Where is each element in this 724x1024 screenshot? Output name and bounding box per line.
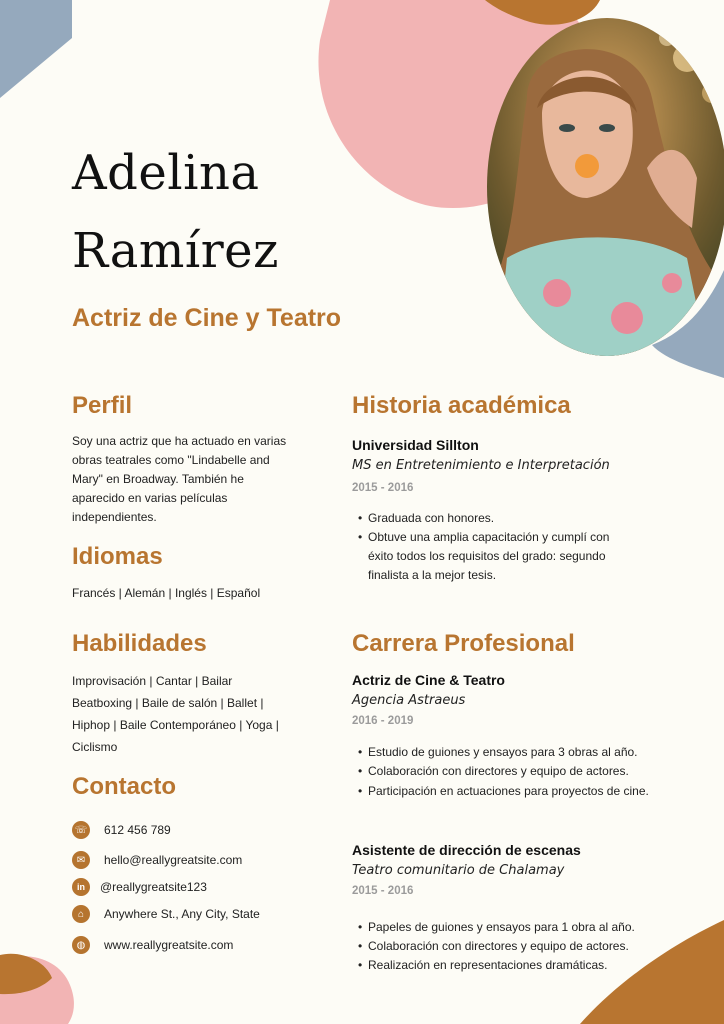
list-item: • Graduada con honores. <box>352 509 622 528</box>
phone-icon: ☏ <box>72 821 90 839</box>
career-heading: Carrera Profesional <box>352 630 575 657</box>
job-1-company: Agencia Astraeus <box>352 693 466 708</box>
job-2-company: Teatro comunitario de Chalamay <box>352 863 565 878</box>
list-item: • Participación en actuaciones para proyectos de cine. <box>352 784 652 799</box>
education-degree: MS en Entretenimiento e Interpretación <box>352 458 610 473</box>
full-name <box>72 140 279 284</box>
education-bullets <box>352 509 622 585</box>
profile-text: Soy una actriz que ha actuado en varias obras teatrales como "Lindabelle and Mary" en Broadway. También he aparecido en varias películas independientes. <box>72 434 287 524</box>
linkedin-icon: in <box>72 878 90 896</box>
list-item: • Colaboración con directores y equipo de actores. <box>352 937 662 956</box>
contact-address-text: Anywhere St., Any City, State <box>104 907 260 921</box>
profile-photo <box>487 18 724 356</box>
job-2-bullets <box>352 918 662 975</box>
list-item: • Estudio de guiones y ensayos para 3 obras al año. <box>352 743 652 762</box>
email-icon: ✉ <box>72 851 90 869</box>
last-name: Ramírez <box>72 223 279 279</box>
contact-email[interactable] <box>72 850 242 870</box>
contact-heading: Contacto <box>72 773 176 800</box>
education-heading: Historia académica <box>352 392 571 419</box>
contact-phone-text: 612 456 789 <box>104 823 171 837</box>
education-years: 2015 - 2016 <box>352 482 414 494</box>
job-1-years: 2016 - 2019 <box>352 715 414 727</box>
job-1-role: Actriz de Cine & Teatro <box>352 672 505 688</box>
skills-heading: Habilidades <box>72 630 207 657</box>
list-item: • Papeles de guiones y ensayos para 1 obra al año. <box>352 918 662 937</box>
contact-email-text[interactable]: hello@reallygreatsite.com <box>104 853 243 867</box>
skills-text: Improvisación | Cantar | Bailar Beatboxing | Baile de salón | Ballet | Hiphop | Baile Contemporáneo | Yoga | Ciclismo <box>72 674 279 754</box>
slate-top-left-blob <box>0 0 72 98</box>
job-title: Actriz de Cine y Teatro <box>72 304 342 332</box>
contact-linkedin[interactable] <box>72 877 207 897</box>
list-item: • Colaboración con directores y equipo de actores. <box>352 762 652 781</box>
job-2-role: Asistente de dirección de escenas <box>352 842 581 858</box>
list-item: • Obtuve una amplia capacitación y cumplí con éxito todos los requisitos del grado: segundo finalista a la mejor tesis. <box>352 528 622 585</box>
globe-icon: ◍ <box>72 936 90 954</box>
contact-website[interactable] <box>72 935 233 955</box>
languages-heading: Idiomas <box>72 543 163 570</box>
education-school: Universidad Sillton <box>352 437 479 453</box>
contact-website-text[interactable]: www.reallygreatsite.com <box>104 938 234 952</box>
home-icon: ⌂ <box>72 905 90 923</box>
profile-heading: Perfil <box>72 392 133 419</box>
contact-phone <box>72 820 171 840</box>
contact-address <box>72 904 260 924</box>
job-1-bullets <box>352 743 652 799</box>
contact-linkedin-text[interactable]: @reallygreatsite123 <box>100 880 207 894</box>
list-item: • Realización en representaciones dramáticas. <box>352 956 662 975</box>
first-name: Adelina <box>72 145 260 201</box>
job-2-years: 2015 - 2016 <box>352 885 414 897</box>
languages-text: Francés | Alemán | Inglés | Español <box>72 586 261 600</box>
